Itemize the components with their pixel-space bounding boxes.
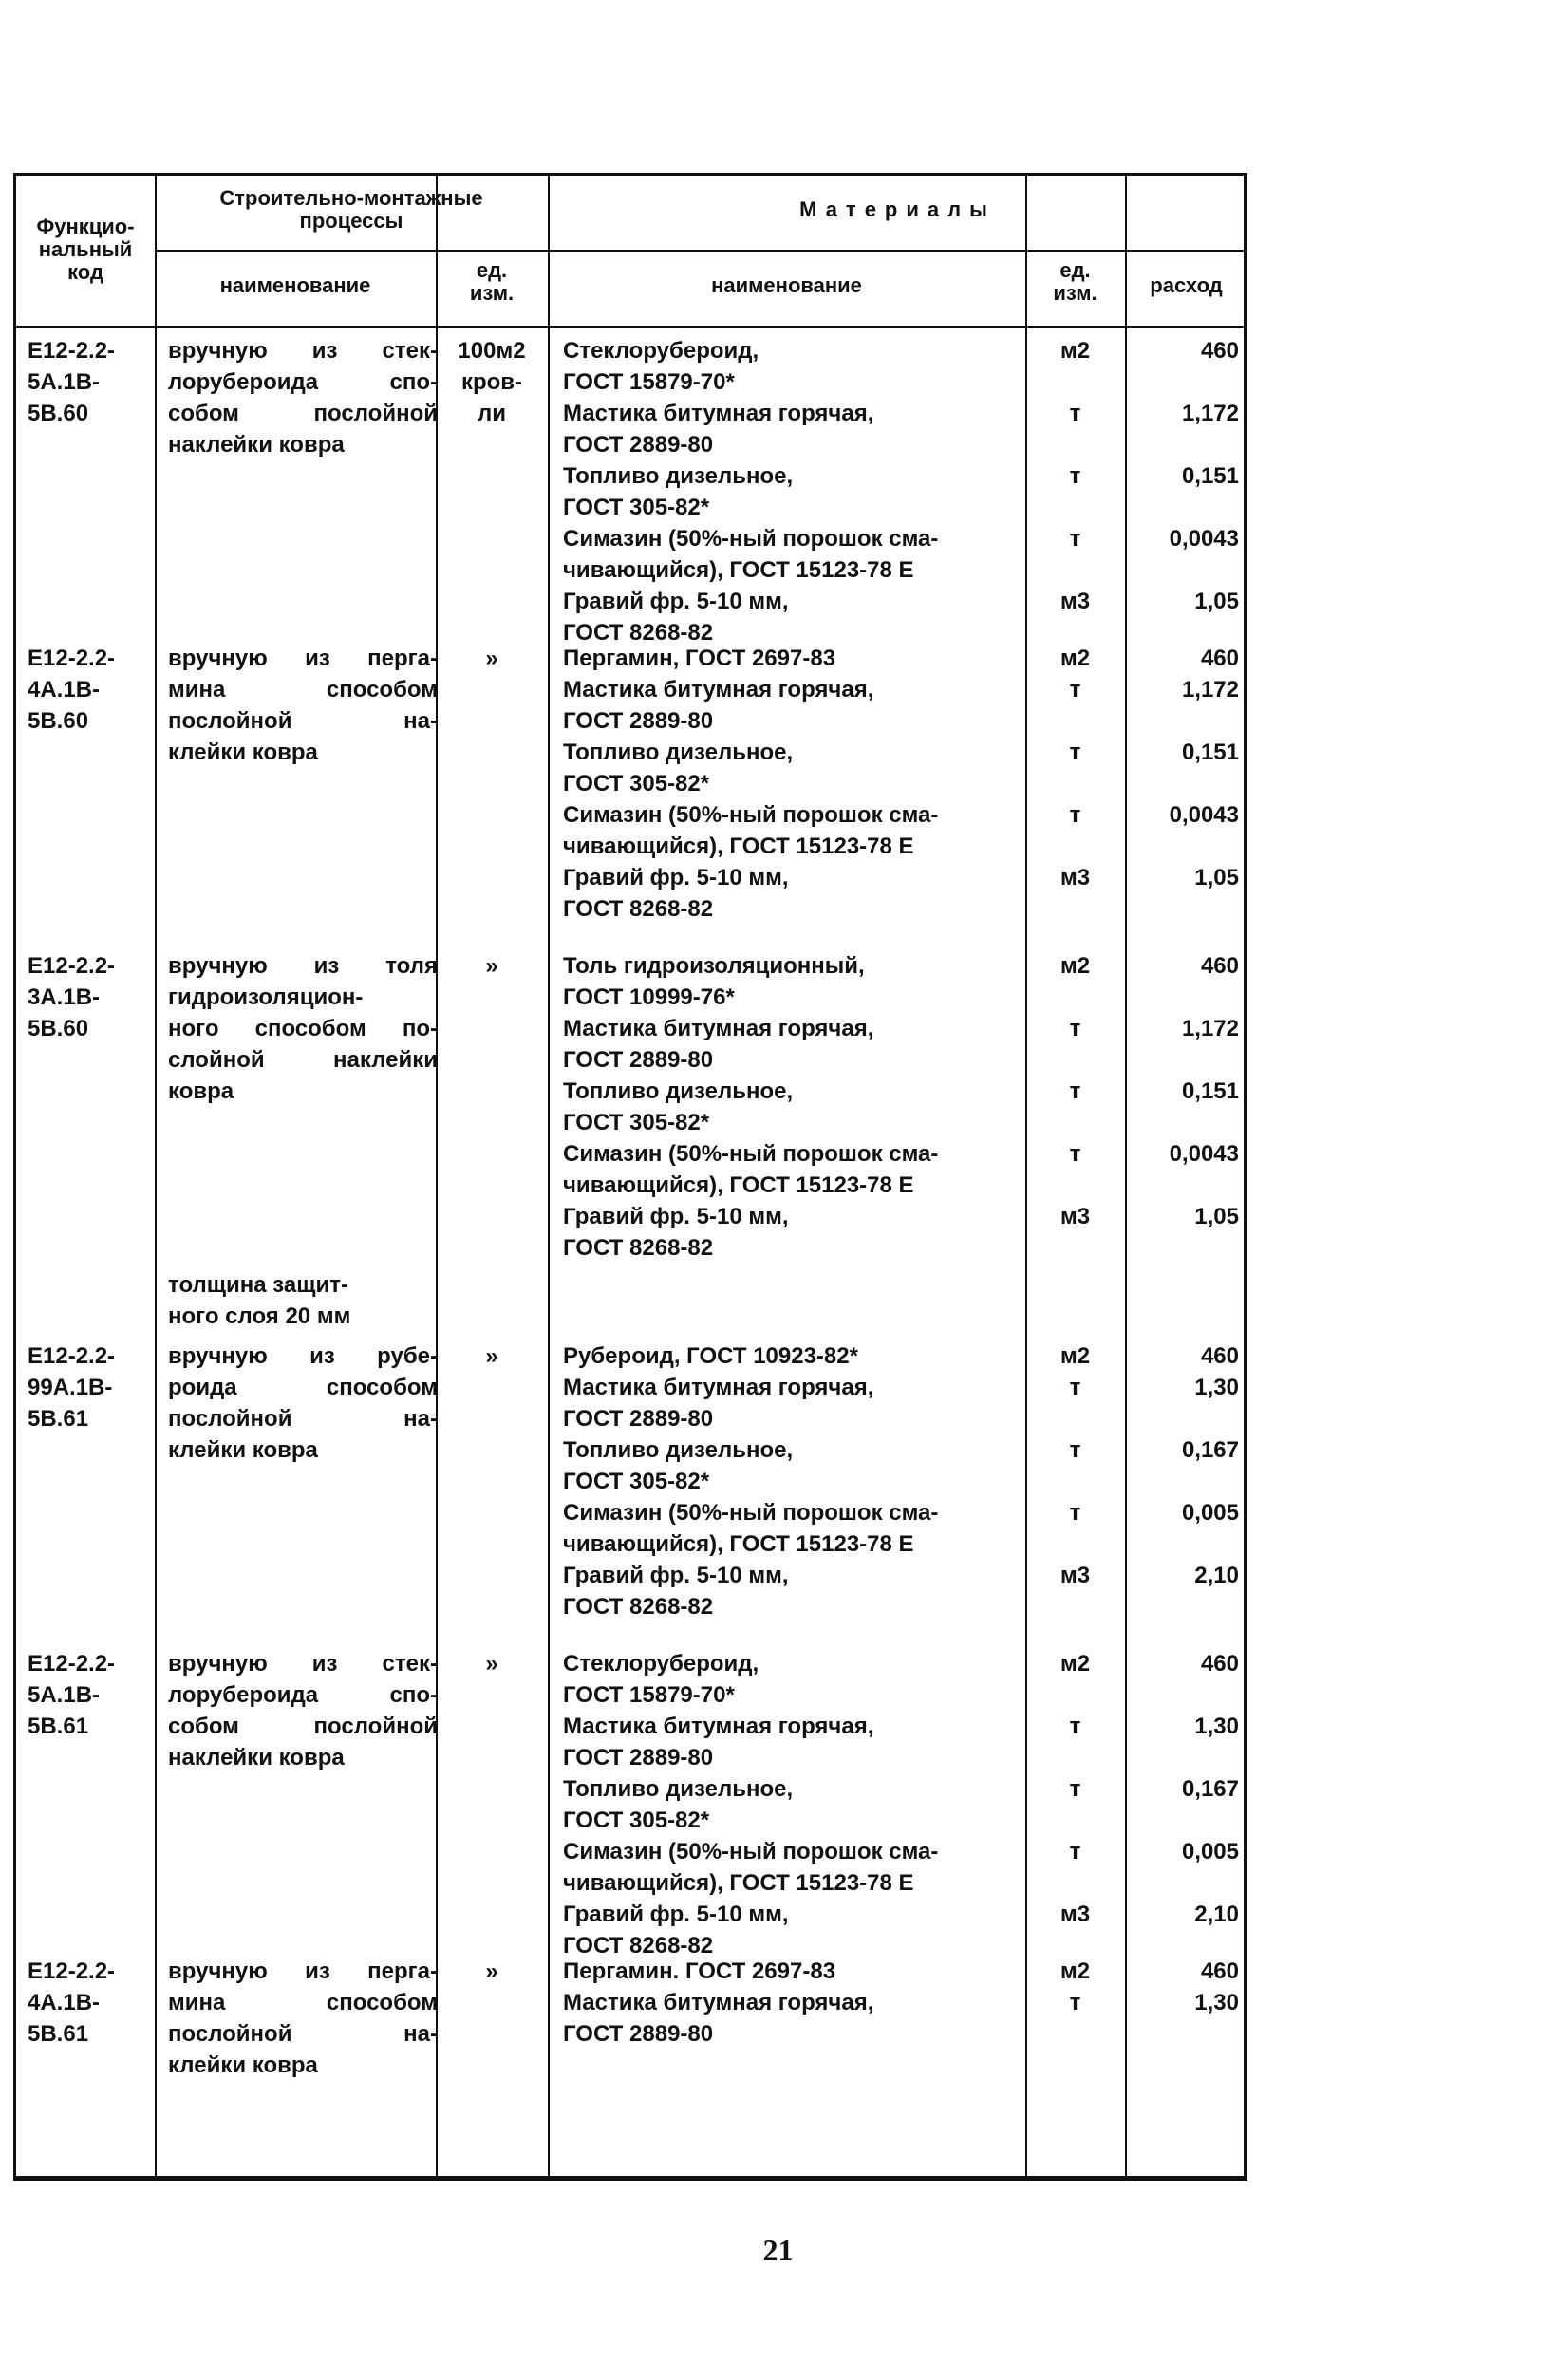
material-name: Гравий фр. 5-10 мм, ГОСТ 8268-82 — [563, 589, 789, 646]
material-unit: т — [1069, 401, 1081, 426]
process-unit: » — [485, 953, 498, 979]
material-qty: 1,05 — [1194, 1204, 1239, 1229]
header-divider — [155, 250, 1247, 252]
process-line: ного способом по- — [168, 1016, 438, 1041]
material-unit: т — [1069, 1776, 1081, 1802]
material-unit: т — [1069, 1500, 1081, 1526]
material-qty: 0,005 — [1181, 1839, 1239, 1865]
material-name: Мастика битумная горячая, ГОСТ 2889-80 — [563, 677, 874, 734]
material-name: Рубероид, ГОСТ 10923-82* — [563, 1343, 858, 1369]
process-line: вручную из стек- — [168, 1651, 438, 1677]
page-number: 21 — [762, 2233, 794, 2267]
material-unit: м3 — [1059, 589, 1091, 614]
process-line: клейки ковра — [168, 2052, 318, 2078]
material-unit: м2 — [1059, 646, 1091, 671]
material-unit: т — [1069, 463, 1081, 489]
material-name: Мастика битумная горячая, ГОСТ 2889-80 — [563, 1016, 874, 1073]
material-qty: 2,10 — [1194, 1563, 1239, 1588]
material-qty: 460 — [1200, 1958, 1239, 1984]
material-qty: 460 — [1200, 646, 1239, 671]
material-name: Стеклорубероид, ГОСТ 15879-70* — [563, 338, 759, 395]
process-name — [168, 950, 438, 1107]
material-qty: 0,167 — [1181, 1437, 1239, 1463]
material-unit: м3 — [1059, 1902, 1091, 1927]
process-line: роида способом — [168, 1375, 438, 1400]
material-name: Толь гидроизоляционный, ГОСТ 10999-76* — [563, 953, 865, 1010]
column-divider — [155, 176, 157, 2176]
material-qty: 460 — [1200, 953, 1239, 979]
material-unit: т — [1069, 802, 1081, 828]
material-qty: 1,30 — [1194, 1714, 1239, 1739]
function-code: Е12-2.2- 4А.1В- 5В.61 — [28, 1958, 116, 2047]
material-name: Мастика битумная горячая, ГОСТ 2889-80 — [563, 1375, 874, 1432]
process-unit: » — [485, 1343, 498, 1369]
material-qty: 0,005 — [1181, 1500, 1239, 1526]
material-qty: 0,0043 — [1169, 1141, 1239, 1167]
process-unit: » — [485, 646, 498, 671]
material-qty: 0,151 — [1181, 740, 1239, 765]
material-name: Стеклорубероид, ГОСТ 15879-70* — [563, 1651, 759, 1708]
material-qty: 1,172 — [1181, 1016, 1239, 1041]
material-qty: 460 — [1200, 1651, 1239, 1677]
process-line: слойной наклейки — [168, 1047, 438, 1073]
header-process-unit: ед. изм. — [469, 258, 515, 305]
material-unit: м2 — [1059, 953, 1091, 979]
process-name — [168, 1648, 438, 1773]
process-line: вручную из толя — [168, 953, 438, 979]
header-material-qty: расход — [1150, 273, 1223, 297]
process-line: вручную из перга- — [168, 646, 438, 671]
material-qty: 460 — [1200, 338, 1239, 364]
process-line: вручную из стек- — [168, 338, 438, 364]
material-name: Гравий фр. 5-10 мм, ГОСТ 8268-82 — [563, 1204, 789, 1261]
material-unit: т — [1069, 1714, 1081, 1739]
material-name: Мастика битумная горячая, ГОСТ 2889-80 — [563, 1714, 874, 1771]
process-line: вручную из перга- — [168, 1958, 438, 1984]
material-unit: т — [1069, 677, 1081, 703]
function-code: Е12-2.2- 5А.1В- 5В.61 — [28, 1651, 116, 1739]
process-line: послойной на- — [168, 2021, 438, 2047]
process-name — [168, 643, 438, 768]
function-code: Е12-2.2- 99А.1В- 5В.61 — [28, 1343, 116, 1432]
material-unit: м2 — [1059, 1958, 1091, 1984]
process-line: вручную из рубе- — [168, 1343, 438, 1369]
material-unit: м2 — [1059, 1651, 1091, 1677]
material-qty: 2,10 — [1194, 1902, 1239, 1927]
material-name: Гравий фр. 5-10 мм, ГОСТ 8268-82 — [563, 1902, 789, 1958]
material-unit: м3 — [1059, 1204, 1091, 1229]
column-divider — [548, 176, 550, 2176]
header-divider — [16, 326, 1247, 328]
material-qty: 1,172 — [1181, 401, 1239, 426]
header-func-code: Функцио- нальный код — [36, 215, 135, 284]
process-line: клейки ковра — [168, 740, 318, 765]
material-unit: т — [1069, 1078, 1081, 1104]
material-qty: 1,30 — [1194, 1990, 1239, 2015]
material-qty: 0,167 — [1181, 1776, 1239, 1802]
process-line: клейки ковра — [168, 1437, 318, 1463]
function-code: Е12-2.2- 5А.1В- 5В.60 — [28, 338, 116, 426]
header-material-name: наименование — [711, 273, 862, 297]
material-unit: м2 — [1059, 1343, 1091, 1369]
material-unit: м2 — [1059, 338, 1091, 364]
process-line: наклейки ковра — [168, 1745, 345, 1771]
material-unit: м3 — [1059, 1563, 1091, 1588]
material-name: Гравий фр. 5-10 мм, ГОСТ 8268-82 — [563, 1563, 789, 1620]
material-qty: 0,0043 — [1169, 802, 1239, 828]
section-note: толщина защит- ного слоя 20 мм — [168, 1272, 351, 1329]
process-name — [168, 335, 438, 460]
process-line: мина способом — [168, 677, 438, 703]
material-name: Топливо дизельное, ГОСТ 305-82* — [563, 463, 794, 520]
header-process-group: Строительно-монтажные процессы — [219, 186, 483, 233]
material-qty: 0,151 — [1181, 463, 1239, 489]
material-name: Симазин (50%-ный порошок сма- чивающийся), ГОСТ 15123-78 Е — [563, 802, 939, 859]
material-name: Симазин (50%-ный порошок сма- чивающийся), ГОСТ 15123-78 Е — [563, 1500, 939, 1557]
material-unit: т — [1069, 1016, 1081, 1041]
process-line: лорубероида спо- — [168, 369, 438, 395]
material-unit: т — [1069, 1375, 1081, 1400]
function-code: Е12-2.2- 4А.1В- 5В.60 — [28, 646, 116, 734]
material-name: Гравий фр. 5-10 мм, ГОСТ 8268-82 — [563, 865, 789, 922]
material-qty: 0,0043 — [1169, 526, 1239, 552]
material-qty: 460 — [1200, 1343, 1239, 1369]
material-name: Симазин (50%-ный порошок сма- чивающийся), ГОСТ 15123-78 Е — [563, 1141, 939, 1198]
material-unit: т — [1069, 1437, 1081, 1463]
process-unit: » — [485, 1651, 498, 1677]
process-name — [168, 1956, 438, 2081]
process-line: послойной на- — [168, 1406, 438, 1432]
material-name: Симазин (50%-ный порошок сма- чивающийся), ГОСТ 15123-78 Е — [563, 1839, 939, 1896]
header-process-name: наименование — [219, 273, 371, 297]
process-line: мина способом — [168, 1990, 438, 2015]
material-qty: 1,30 — [1194, 1375, 1239, 1400]
material-unit: т — [1069, 1839, 1081, 1865]
material-unit: м3 — [1059, 865, 1091, 890]
process-line: собом послойной — [168, 401, 438, 426]
material-name: Топливо дизельное, ГОСТ 305-82* — [563, 1078, 794, 1135]
header-material-unit: ед. изм. — [1053, 258, 1097, 305]
material-qty: 0,151 — [1181, 1078, 1239, 1104]
header-materials-group: Материалы — [799, 197, 996, 221]
material-qty: 1,05 — [1194, 589, 1239, 614]
process-line: ковра — [168, 1078, 234, 1104]
process-line: собом послойной — [168, 1714, 438, 1739]
material-name: Мастика битумная горячая, ГОСТ 2889-80 — [563, 401, 874, 458]
material-name: Пергамин, ГОСТ 2697-83 — [563, 646, 836, 671]
material-qty: 1,05 — [1194, 865, 1239, 890]
material-name: Топливо дизельное, ГОСТ 305-82* — [563, 1437, 794, 1494]
material-qty: 1,172 — [1181, 677, 1239, 703]
material-unit: т — [1069, 1141, 1081, 1167]
process-line: наклейки ковра — [168, 432, 345, 458]
process-unit: 100м2 кров- ли — [458, 338, 526, 426]
material-name: Топливо дизельное, ГОСТ 305-82* — [563, 1776, 794, 1833]
process-line: лорубероида спо- — [168, 1682, 438, 1708]
material-name: Симазин (50%-ный порошок сма- чивающийся), ГОСТ 15123-78 Е — [563, 526, 939, 583]
process-unit: » — [485, 1958, 498, 1984]
material-name: Топливо дизельное, ГОСТ 305-82* — [563, 740, 794, 796]
material-unit: т — [1069, 740, 1081, 765]
function-code: Е12-2.2- 3А.1В- 5В.60 — [28, 953, 116, 1041]
material-unit: т — [1069, 1990, 1081, 2015]
materials-table — [13, 173, 1247, 2181]
process-name — [168, 1340, 438, 1466]
material-name: Мастика битумная горячая, ГОСТ 2889-80 — [563, 1990, 874, 2047]
material-unit: т — [1069, 526, 1081, 552]
material-name: Пергамин. ГОСТ 2697-83 — [563, 1958, 836, 1984]
process-line: послойной на- — [168, 708, 438, 734]
column-divider — [436, 176, 438, 2176]
process-line: гидроизоляцион- — [168, 984, 364, 1010]
